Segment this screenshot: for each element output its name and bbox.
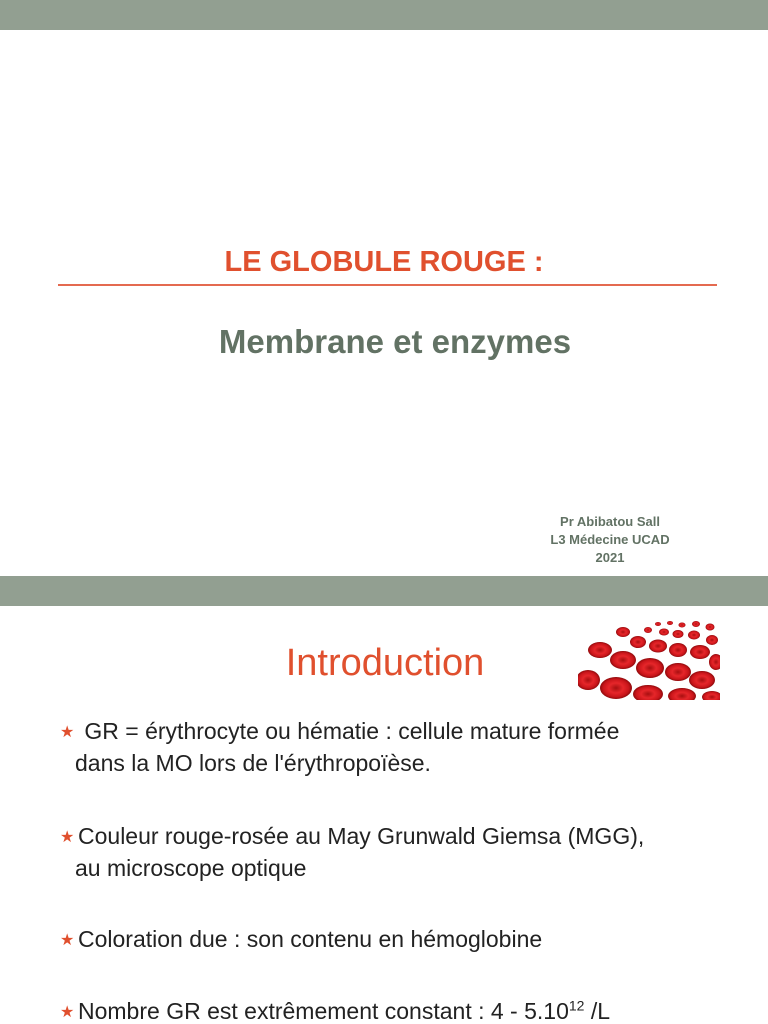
red-blood-cells-image	[578, 620, 720, 700]
slide-title: Introduction	[285, 642, 485, 684]
author-block	[510, 513, 710, 567]
bullet-item	[60, 716, 740, 778]
slide-subtitle: Membrane et enzymes	[218, 323, 572, 360]
course-name: L3 Médecine UCAD	[550, 532, 670, 547]
bullet-text-continued: au microscope optique	[75, 855, 307, 881]
bullet-text: GR = érythrocyte ou hématie : cellule mature formée	[78, 718, 620, 744]
introduction-slide	[0, 606, 768, 1024]
bullet-text: Nombre GR est extrêmement constant : 4 - 5.10	[78, 998, 569, 1024]
bullet-item	[60, 924, 740, 956]
star-icon: ★	[60, 932, 75, 949]
star-icon: ★	[60, 829, 75, 846]
author-name: Pr Abibatou Sall	[560, 514, 660, 529]
bullet-item	[60, 996, 740, 1024]
year: 2021	[595, 550, 625, 565]
slide-title: LE GLOBULE ROUGE :	[224, 246, 544, 278]
star-icon: ★	[60, 724, 75, 741]
bullet-text-continued: dans la MO lors de l'érythropoïèse.	[75, 750, 431, 776]
slide-separator-top	[0, 0, 768, 30]
exponent: 12	[568, 997, 585, 1014]
title-slide	[0, 30, 768, 576]
title-underline	[58, 284, 717, 286]
bullet-text: Coloration due : son contenu en hémoglobine	[78, 926, 543, 952]
unit-text: /L	[584, 998, 611, 1024]
slide-separator	[0, 576, 768, 606]
star-icon: ★	[60, 1004, 75, 1021]
bullet-text: Couleur rouge-rosée au May Grunwald Giemsa (MGG),	[78, 823, 645, 849]
bullet-item	[60, 821, 740, 883]
